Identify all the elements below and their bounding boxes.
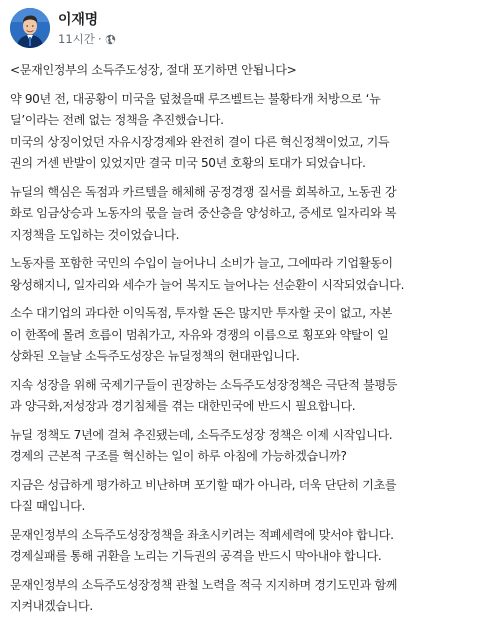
post-text-line: 지정책을 도입하는 것이었습니다. xyxy=(10,227,180,242)
post-text-line: 경제의 근본적 구조를 혁신하는 일이 하루 아침에 가능하겠습니까? xyxy=(10,449,347,463)
post-text-line: 경제실패를 통해 귀환을 노리는 기득권의 공격을 반드시 막아내야 합니다. xyxy=(10,549,382,563)
post-text-line: 노동자를 포함한 국민의 수입이 늘어나니 소비가 늘고, 그에따라 기업활동이 xyxy=(10,256,393,270)
profile-photo-icon xyxy=(10,8,50,48)
post-paragraph xyxy=(10,182,488,247)
post-text-line: <문재인정부의 소득주도성장, 절대 포기하면 안됩니다> xyxy=(10,63,297,77)
globe-icon[interactable] xyxy=(105,34,116,45)
author-avatar[interactable] xyxy=(10,8,50,48)
post-paragraph xyxy=(10,575,488,618)
post-body xyxy=(10,60,488,625)
author-name[interactable]: 이재명 xyxy=(58,12,98,28)
post-paragraph xyxy=(10,375,488,418)
post-text-line: 다질 때입니다. xyxy=(10,499,85,513)
post-meta xyxy=(58,31,116,47)
meta-separator: · xyxy=(97,32,102,46)
post-paragraph xyxy=(10,253,488,296)
post-text-line: 약 90년 전, 대공황이 미국을 덮쳤을때 루즈벨트는 불황타개 처방으로 ‘뉴 xyxy=(10,91,381,106)
post-text-line: 문재인정부의 소득주도성장정책을 좌초시키려는 적폐세력에 맞서야 합니다. xyxy=(10,527,394,542)
post-paragraph xyxy=(10,475,488,518)
post-header xyxy=(0,0,494,56)
post-text-line: 미국의 상징이었던 자유시장경제와 완전히 결이 다른 혁신정책이었고, 기득 xyxy=(10,134,390,149)
post-text-line: 딜’이라는 전례 없는 정책을 추진했습니다. xyxy=(10,113,224,127)
post-text-line: 지켜내겠습니다. xyxy=(10,599,93,613)
post-paragraph xyxy=(10,60,488,82)
post-text-line: 왕성해지니, 일자리와 세수가 늘어 복지도 늘어나는 선순환이 시작되었습니다. xyxy=(10,277,405,292)
post-text-line: 과 양극화,저성장과 경기침체를 겪는 대한민국에 반드시 필요합니다. xyxy=(10,399,356,413)
post-text-line: 문재인정부의 소득주도성장정책 관철 노력을 적극 지지하며 경기도민과 함께 xyxy=(10,577,398,592)
post-paragraph xyxy=(10,525,488,568)
post-text-line: 지속 성장을 위해 국제기구들이 권장하는 소득주도성장정책은 극단적 불평등 xyxy=(10,377,398,392)
post-timestamp[interactable]: 11시간 xyxy=(58,32,95,46)
post-text-line: 상화된 오늘날 소득주도성장은 뉴딜정책의 현대판입니다. xyxy=(10,349,300,363)
post-text-line: 소수 대기업의 과다한 이익독점, 투자할 돈은 많지만 투자할 곳이 없고, 자본 xyxy=(10,306,392,320)
post-text-line: 뉴딜 정책도 7년에 걸쳐 추진됐는데, 소득주도성장 정책은 이제 시작입니다. xyxy=(10,427,393,442)
post-paragraph xyxy=(10,89,488,175)
post-text-line: 화로 임금상승과 노동자의 몫을 늘려 중산층을 양성하고, 증세로 일자리와 복 xyxy=(10,206,397,220)
post-paragraph xyxy=(10,303,488,368)
post-text-line: 권의 거센 반발이 있었지만 결국 미국 50년 호황의 토대가 되었습니다. xyxy=(10,156,366,170)
post-text-line: 뉴딜의 핵심은 독점과 카르텔을 해체해 공정경쟁 질서를 회복하고, 노동권 강 xyxy=(10,184,397,199)
post-text-line: 이 한쪽에 몰려 흐름이 멈춰가고, 자유와 경쟁의 이름으로 횡포와 약탈이 일 xyxy=(10,327,389,342)
post-paragraph xyxy=(10,425,488,468)
post-text-line: 지금은 성급하게 평가하고 비난하며 포기할 때가 아니라, 더욱 단단히 기초를 xyxy=(10,477,397,492)
